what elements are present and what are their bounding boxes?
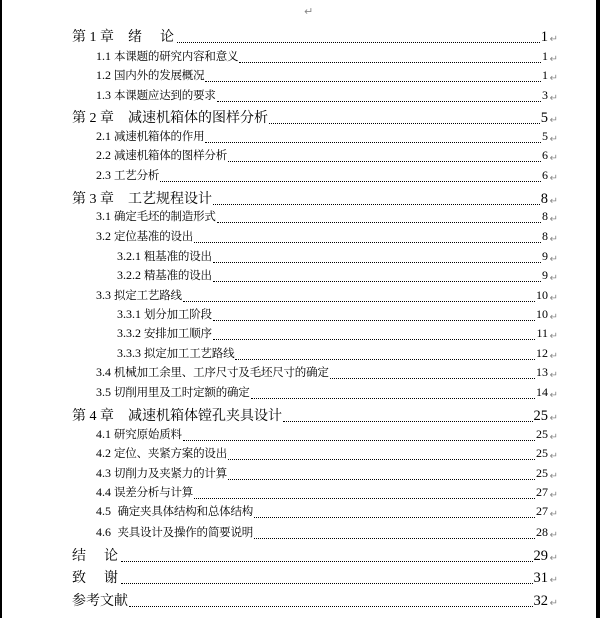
dot-leader bbox=[239, 61, 541, 63]
toc-entry-label bbox=[72, 567, 120, 587]
dot-leader bbox=[205, 141, 541, 143]
paragraph-mark-icon: ↵ bbox=[549, 54, 558, 65]
toc-entry-number: 2.1 bbox=[96, 129, 111, 143]
toc-entry-title: 拟定加工工艺路线 bbox=[144, 346, 235, 360]
toc-entry-number: 第 4 章 bbox=[72, 409, 114, 424]
toc-entry-number: 3.2.1 bbox=[117, 249, 141, 263]
paragraph-mark-icon: ↵ bbox=[549, 34, 558, 45]
toc-entry-number: 1.2 bbox=[96, 68, 111, 82]
dot-leader bbox=[269, 122, 540, 124]
dot-leader bbox=[194, 241, 541, 243]
toc-entry-label bbox=[96, 208, 216, 224]
toc-entry-title: 粗基准的设出 bbox=[144, 249, 212, 263]
paragraph-mark-icon: ↵ bbox=[549, 598, 558, 609]
toc-entry[interactable] bbox=[72, 590, 558, 610]
toc-entry-page: 25 bbox=[536, 466, 548, 480]
toc-entry[interactable] bbox=[72, 26, 558, 46]
paragraph-mark-icon: ↵ bbox=[549, 413, 558, 424]
toc-entry-page: 28 bbox=[536, 525, 548, 539]
paragraph-mark-icon: ↵ bbox=[549, 432, 558, 443]
toc-entry-page: 10 bbox=[536, 288, 548, 302]
toc-entry-label bbox=[96, 128, 204, 144]
toc-entry-label bbox=[117, 306, 212, 322]
toc-entry-title: 本课题的研究内容和意义 bbox=[114, 49, 239, 63]
dot-leader bbox=[129, 605, 533, 607]
dot-leader bbox=[121, 560, 533, 562]
toc-entry-title: 结 论 bbox=[72, 548, 120, 564]
dot-leader bbox=[213, 280, 541, 282]
toc-entry-page: 31 bbox=[533, 570, 548, 586]
toc-entry-label bbox=[96, 364, 329, 380]
toc-entry[interactable] bbox=[117, 248, 558, 266]
paragraph-mark-icon: ↵ bbox=[549, 153, 558, 164]
toc-entry[interactable] bbox=[72, 188, 558, 208]
toc-entry-page: 9 bbox=[542, 249, 548, 263]
toc-entry-page: 9 bbox=[542, 268, 548, 282]
paragraph-mark-icon: ↵ bbox=[549, 553, 558, 564]
toc-entry-title: 本课题应达到的要求 bbox=[114, 88, 216, 102]
toc-entry-title: 减速机箱体镗孔夹具设计 bbox=[128, 408, 282, 424]
toc-entry[interactable] bbox=[96, 87, 558, 105]
toc-entry[interactable] bbox=[96, 524, 558, 542]
toc-entry-number: 3.3.1 bbox=[117, 307, 141, 321]
toc-entry-label bbox=[72, 26, 176, 46]
toc-entry[interactable] bbox=[117, 306, 558, 324]
dot-leader bbox=[183, 300, 535, 302]
dot-leader bbox=[121, 582, 533, 584]
toc-entry-number: 4.6 bbox=[96, 525, 111, 539]
dot-leader bbox=[330, 377, 535, 379]
toc-entry-label bbox=[96, 445, 227, 461]
paragraph-mark-icon: ↵ bbox=[549, 351, 558, 362]
toc-entry-number: 3.4 bbox=[96, 365, 111, 379]
toc-entry-number: 4.2 bbox=[96, 446, 111, 460]
paragraph-mark-icon: ↵ bbox=[549, 471, 558, 482]
toc-entry-label bbox=[96, 426, 182, 442]
dot-leader bbox=[213, 338, 536, 340]
toc-entry-number: 第 3 章 bbox=[72, 192, 114, 207]
toc-entry-label bbox=[96, 87, 216, 103]
toc-entry[interactable] bbox=[96, 426, 558, 444]
toc-entry-number: 1.1 bbox=[96, 49, 111, 63]
toc-entry[interactable] bbox=[96, 484, 558, 502]
toc-entry-number: 2.2 bbox=[96, 148, 111, 162]
paragraph-mark-icon: ↵ bbox=[549, 214, 558, 225]
toc-entry-title: 参考文献 bbox=[72, 593, 128, 609]
toc-entry-page: 5 bbox=[540, 110, 548, 126]
paragraph-mark-icon: ↵ bbox=[549, 254, 558, 265]
dot-leader bbox=[177, 41, 540, 43]
dot-leader bbox=[254, 537, 535, 539]
toc-entry-number: 3.2 bbox=[96, 229, 111, 243]
toc-entry-label bbox=[96, 147, 227, 163]
toc-entry-title: 减速机箱体的图样分析 bbox=[128, 110, 268, 126]
dot-leader bbox=[213, 261, 541, 263]
toc-entry-title: 切削力及夹紧力的计算 bbox=[114, 466, 227, 480]
toc-entry-number: 4.3 bbox=[96, 466, 111, 480]
toc-entry-page: 29 bbox=[533, 548, 548, 564]
toc-entry-page: 10 bbox=[536, 307, 548, 321]
paragraph-mark-icon: ↵ bbox=[549, 196, 558, 207]
toc-entry[interactable] bbox=[96, 287, 558, 305]
toc-entry[interactable] bbox=[96, 384, 558, 402]
toc-entry-title: 工艺分析 bbox=[114, 168, 160, 182]
toc-entry-page: 27 bbox=[536, 485, 548, 499]
toc-entry-title: 划分加工阶段 bbox=[144, 307, 212, 321]
paragraph-mark-icon: ↵ bbox=[549, 73, 558, 84]
paragraph-mark-icon: ↵ bbox=[549, 530, 558, 541]
toc-entry-number: 第 1 章 bbox=[72, 30, 114, 45]
toc-entry-label bbox=[72, 545, 120, 565]
dot-leader bbox=[251, 397, 535, 399]
toc-entry-title: 工艺规程设计 bbox=[128, 191, 212, 207]
paragraph-mark-icon: ↵ bbox=[549, 234, 558, 245]
toc-entry-title: 误差分析与计算 bbox=[114, 485, 194, 499]
toc-entry-label bbox=[96, 67, 204, 83]
toc-entry[interactable] bbox=[72, 107, 558, 127]
toc-entry-page: 12 bbox=[536, 346, 548, 360]
toc-entry-title: 定位基准的设出 bbox=[114, 229, 194, 243]
toc-entry-page: 13 bbox=[536, 365, 548, 379]
toc-entry-label bbox=[72, 107, 268, 127]
dot-leader bbox=[205, 80, 541, 82]
dot-leader bbox=[235, 358, 535, 360]
dot-leader bbox=[228, 478, 535, 480]
toc-entry-number: 2.3 bbox=[96, 168, 111, 182]
toc-entry-title: 减速机箱体的图样分析 bbox=[114, 148, 227, 162]
toc-entry[interactable] bbox=[72, 567, 558, 587]
paragraph-mark-icon: ↵ bbox=[549, 331, 558, 342]
toc-entry-page: 6 bbox=[542, 168, 548, 182]
toc-entry-title: 确定毛坯的制造形式 bbox=[114, 209, 216, 223]
toc-entry-label bbox=[96, 503, 253, 519]
toc-entry[interactable] bbox=[117, 325, 558, 343]
paragraph-mark-icon: ↵ bbox=[304, 5, 314, 18]
toc-entry-number: 3.2.2 bbox=[117, 268, 141, 282]
dot-leader bbox=[254, 516, 535, 518]
dot-leader bbox=[213, 203, 540, 205]
toc-entry-label bbox=[72, 590, 128, 610]
toc-entry-title: 确定夹具体结构和总体结构 bbox=[114, 504, 254, 518]
toc-entry-page: 6 bbox=[542, 148, 548, 162]
dot-leader bbox=[160, 180, 541, 182]
toc-entry[interactable] bbox=[96, 67, 558, 85]
dot-leader bbox=[183, 439, 535, 441]
toc-entry-page: 1 bbox=[540, 29, 548, 45]
toc-entry-number: 3.3.2 bbox=[117, 326, 141, 340]
toc-entry-label bbox=[96, 524, 253, 540]
paragraph-mark-icon: ↵ bbox=[549, 451, 558, 462]
dot-leader bbox=[194, 497, 535, 499]
paragraph-mark-icon: ↵ bbox=[549, 390, 558, 401]
toc-entry-label bbox=[96, 228, 193, 244]
toc-entry[interactable] bbox=[96, 167, 558, 185]
toc-entry-title: 减速机箱体的作用 bbox=[114, 129, 205, 143]
toc-entry-number: 3.3 bbox=[96, 288, 111, 302]
toc-entry-page: 8 bbox=[542, 209, 548, 223]
toc-entry[interactable] bbox=[96, 128, 558, 146]
toc-entry-page: 14 bbox=[536, 385, 548, 399]
toc-entry-number: 3.5 bbox=[96, 385, 111, 399]
paragraph-mark-icon: ↵ bbox=[549, 134, 558, 145]
toc-entry-number: 3.1 bbox=[96, 209, 111, 223]
toc-entry[interactable] bbox=[96, 48, 558, 66]
toc-entry-page: 11 bbox=[536, 326, 548, 340]
paragraph-mark-icon: ↵ bbox=[549, 312, 558, 323]
toc-entry-label bbox=[96, 167, 159, 183]
toc-entry-title: 研究原始质料 bbox=[114, 427, 182, 441]
toc-entry-number: 4.4 bbox=[96, 485, 111, 499]
toc-entry[interactable] bbox=[96, 208, 558, 226]
paragraph-mark-icon: ↵ bbox=[549, 509, 558, 520]
toc-entry-label bbox=[72, 188, 212, 208]
paragraph-mark-icon: ↵ bbox=[549, 173, 558, 184]
toc-entry-number: 1.3 bbox=[96, 88, 111, 102]
toc-entry[interactable] bbox=[96, 228, 558, 246]
toc-entry-number: 3.3.3 bbox=[117, 346, 141, 360]
toc-entry-title: 切削用里及工时定额的确定 bbox=[114, 385, 250, 399]
toc-entry-title: 定位、夹紧方案的设出 bbox=[114, 446, 227, 460]
toc-entry-label bbox=[117, 345, 234, 361]
dot-leader bbox=[213, 319, 535, 321]
dot-leader bbox=[217, 100, 541, 102]
toc-entry-label bbox=[96, 484, 193, 500]
paragraph-mark-icon: ↵ bbox=[549, 273, 558, 284]
toc-entry-page: 32 bbox=[533, 593, 548, 609]
paragraph-mark-icon: ↵ bbox=[549, 93, 558, 104]
toc-entry-page: 8 bbox=[542, 229, 548, 243]
toc-entry-label bbox=[96, 287, 182, 303]
paragraph-mark-icon: ↵ bbox=[549, 115, 558, 126]
toc-entry-title: 国内外的发展概况 bbox=[114, 68, 205, 82]
paragraph-mark-icon: ↵ bbox=[549, 370, 558, 381]
toc-entry-page: 8 bbox=[540, 191, 548, 207]
toc-entry[interactable] bbox=[72, 405, 558, 425]
toc-entry-page: 25 bbox=[533, 408, 548, 424]
toc-entry[interactable] bbox=[117, 267, 558, 285]
dot-leader bbox=[228, 458, 535, 460]
toc-entry-title: 致 谢 bbox=[72, 570, 120, 586]
toc-entry[interactable] bbox=[96, 503, 558, 521]
toc-entry-page: 3 bbox=[542, 88, 548, 102]
dot-leader bbox=[283, 420, 533, 422]
toc-entry-number: 4.1 bbox=[96, 427, 111, 441]
toc-entry[interactable] bbox=[96, 445, 558, 463]
toc-entry-page: 25 bbox=[536, 427, 548, 441]
toc-entry-label bbox=[117, 248, 212, 264]
paragraph-mark-icon: ↵ bbox=[549, 293, 558, 304]
toc-entry-number: 第 2 章 bbox=[72, 111, 114, 126]
paragraph-mark-icon: ↵ bbox=[549, 490, 558, 501]
toc-entry[interactable] bbox=[96, 364, 558, 382]
toc-entry-label bbox=[96, 48, 238, 64]
toc-entry-page: 1 bbox=[542, 49, 548, 63]
dot-leader bbox=[228, 160, 541, 162]
toc-entry-title: 精基准的设出 bbox=[144, 268, 212, 282]
paragraph-mark-icon: ↵ bbox=[549, 575, 558, 586]
toc-entry-label bbox=[72, 405, 282, 425]
toc-entry-label bbox=[96, 384, 250, 400]
toc-entry-title: 绪 论 bbox=[128, 29, 176, 45]
toc-entry-label bbox=[117, 267, 212, 283]
toc-entry-page: 5 bbox=[542, 129, 548, 143]
toc-entry[interactable] bbox=[117, 345, 558, 363]
toc-entry-title: 夹具设计及操作的简要说明 bbox=[114, 525, 254, 539]
toc-entry[interactable] bbox=[72, 545, 558, 565]
dot-leader bbox=[217, 221, 541, 223]
toc-entry-page: 25 bbox=[536, 446, 548, 460]
toc-entry-page: 27 bbox=[536, 504, 548, 518]
toc-entry-page: 1 bbox=[542, 68, 548, 82]
toc-entry-title: 安排加工顺序 bbox=[144, 326, 212, 340]
toc-entry-title: 拟定工艺路线 bbox=[114, 288, 182, 302]
toc-entry-label bbox=[117, 325, 212, 341]
toc-entry[interactable] bbox=[96, 147, 558, 165]
toc-entry-title: 机械加工余里、工序尺寸及毛坯尺寸的确定 bbox=[114, 365, 329, 379]
toc-entry-label bbox=[96, 465, 227, 481]
toc-entry[interactable] bbox=[96, 465, 558, 483]
toc-entry-number: 4.5 bbox=[96, 504, 111, 518]
